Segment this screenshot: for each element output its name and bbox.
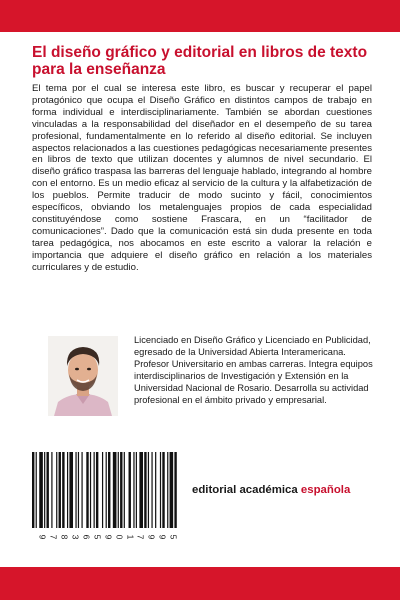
barcode-bar [90, 452, 91, 528]
isbn-digit: 5 [168, 534, 179, 540]
barcode-bar [46, 452, 48, 528]
barcode-bar [136, 452, 137, 528]
author-portrait-image [48, 336, 118, 416]
isbn-digit: 7 [48, 534, 59, 540]
barcode-bar [44, 452, 45, 528]
isbn-digit: 9 [102, 534, 113, 540]
barcode-bar [86, 452, 88, 528]
publisher-name-accent: española [300, 484, 351, 496]
barcode-bar [124, 452, 125, 528]
author-biography: Licenciado en Diseño Gráfico y Licenciado en Publicidad, egresado de la Universidad Abierta Interamericana. Profesor Universitario en ambas carreras. Integra equipos interdisciplinarios de Investigación y Extensión en la Universidad Nacional de Rosario. Desarrolla su actividad profesional en el ámbito privado y empresarial. [134, 335, 373, 405]
barcode-bar [151, 452, 152, 528]
isbn-digit: 1 [124, 534, 135, 540]
isbn-digit: 9 [146, 534, 157, 540]
isbn-digit: 7 [135, 534, 146, 540]
barcode-bar [118, 452, 119, 528]
isbn-number [30, 526, 180, 548]
isbn-digit: 3 [70, 534, 81, 540]
isbn-digit: 6 [81, 534, 92, 540]
barcode-bar [39, 452, 43, 528]
top-color-band [0, 0, 400, 32]
barcode-bar [148, 452, 149, 528]
isbn-digit: 9 [157, 534, 168, 540]
publisher-name-main: editorial académica [192, 484, 301, 496]
isbn-digit: 5 [92, 534, 103, 540]
barcode-bar [160, 452, 161, 528]
barcode-bar [174, 452, 176, 528]
barcode-bar [67, 452, 68, 528]
barcode-bar [106, 452, 107, 528]
book-title: El diseño gráfico y editorial en libros de texto para la enseñanza [32, 44, 368, 78]
barcode-bar [36, 452, 37, 528]
barcode-bar [144, 452, 146, 528]
barcode-bar [75, 452, 76, 528]
barcode-bar [62, 452, 64, 528]
barcode-bar [129, 452, 131, 528]
barcode-bar [155, 452, 156, 528]
barcode-bar [133, 452, 134, 528]
barcode-bar [78, 452, 79, 528]
barcode-bar [96, 452, 98, 528]
barcode-bar [167, 452, 168, 528]
barcode-bar [120, 452, 122, 528]
isbn-digit: 9 [37, 534, 48, 540]
bottom-color-band [0, 567, 400, 600]
isbn-digit: 0 [113, 534, 124, 540]
barcode-bar [51, 452, 52, 528]
barcode-bar [162, 452, 164, 528]
barcode-bar [94, 452, 95, 528]
author-photo [48, 336, 118, 416]
barcode-bar [102, 452, 103, 528]
barcode-bar [108, 452, 110, 528]
barcode-bar [170, 452, 174, 528]
barcode-bar [32, 452, 34, 528]
book-description: El tema por el cual se interesa este libro, es buscar y recuperar el papel protagónico que ocupa el Diseño Gráfico en distintos campos de trabajo en forma individual e interdisciplinariamente. También se abordan cuestiones vinculadas a la responsabilidad del diseñador en el desempeño de su tarea profesional, fundamentalmente en lo referido al diseño editorial. Se incluyen aspectos relacionados a las cuestiones pedagógicas necesariamente presentes en libros de texto que utilizan docentes y alumnos de nivel secundario. El diseño gráfico traspasa las barreras del lenguaje hablado, integrando al hombre con el entorno. Es un medio eficaz al servicio de la cultura y la alfabetización de los pueblos. Permite traducir de modo sucinto y fácil, conocimientos específicos, obviando los metalenguajes propios de cada especialidad constituyéndose como sostiene Frascara, en un “facilitador de comunicaciones”. Dado que la comunicación está sin duda presente en toda tarea pedagógica, nos abocamos en este escrito a valorar la relación e importancia que adquiere el diseño gráfico en relación a los materiales curriculares y de estudio. [32, 83, 372, 273]
barcode-bar [113, 452, 117, 528]
publisher-name [192, 484, 382, 496]
barcode-bars [30, 452, 180, 528]
barcode-bar [56, 452, 57, 528]
barcode-bar [139, 452, 143, 528]
isbn-digit: 8 [59, 534, 70, 540]
barcode-bar [69, 452, 73, 528]
barcode-bar [59, 452, 61, 528]
barcode-bar [81, 452, 82, 528]
